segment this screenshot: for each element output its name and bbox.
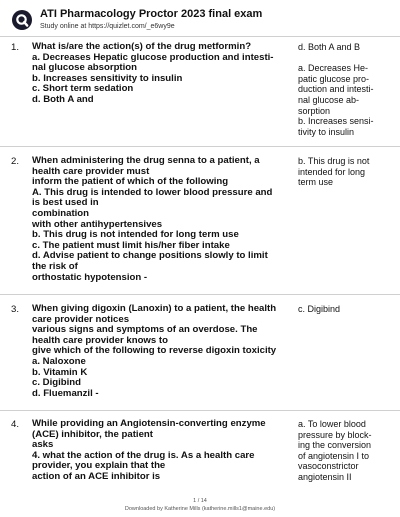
answer-line: a. To lower blood [298,419,366,429]
question-line: action of an ACE inhibitor is [32,470,161,482]
question-line: give which of the following to reverse digoxin toxicity [32,345,277,357]
question-line: inform the patient of which of the following [32,176,229,188]
question-line: d. Advise patient to change positions slowly to limit [32,250,268,262]
divider [0,146,400,147]
answer-line: sorption [298,105,331,116]
question-line: provider, you explain that the [32,460,166,472]
question-line: b. This drug is not intended for long term use [32,229,239,241]
question-line: c. Short term sedation [32,83,134,95]
question-line: health care provider must [32,165,150,177]
question-text [32,304,294,399]
answer-line: vasoconstrictor [298,461,359,472]
answer-line: b. Increases sensi- [298,116,374,127]
question-line: When administering the drug senna to a patient, a [32,155,260,166]
question-line: health care provider knows to [32,334,168,346]
question-line: a. Naloxone [32,355,86,367]
question-line: d. Fluemanzil - [32,387,99,399]
answer-line: tivity to insulin [298,126,355,137]
question-line: What is/are the action(s) of the drug metformin? [32,41,252,52]
answer-line: intended for long [298,166,366,177]
answer-line: term use [298,177,334,188]
page-number: 1 / 14 [193,498,207,504]
answer-text [298,304,394,315]
question-number: 2. [11,156,20,167]
answer-line: patic glucose pro- [298,73,370,84]
question-line: d. Both A and [32,93,94,105]
question-number: 3. [11,304,20,315]
question-line: is best used in [32,197,99,209]
answer-text [298,156,394,188]
question-line: b. Increases sensitivity to insulin [32,72,183,84]
answer-line: duction and intesti- [298,84,374,95]
question-line: A. This drug is intended to lower blood pressure and [32,186,273,198]
question-line: a. Decreases Hepatic glucose production and intesti- [32,51,274,63]
question-number: 1. [11,42,20,53]
answer-line [298,53,394,64]
download-attribution: Downloaded by Katherine Mills (katherine.mills1@maine.edu) [124,506,276,512]
question-text [32,419,294,483]
study-online-link[interactable]: Study online at https://quizlet.com/_e6wy9e [40,23,175,30]
question-line: various signs and symptoms of an overdose. The [32,324,258,336]
question-line: nal glucose absorption [32,62,138,74]
divider [0,36,400,37]
question-line: combination [32,207,90,219]
question-line: c. Digibind [32,377,82,389]
answer-text [298,419,394,483]
answer-line: ing the conversion [298,440,372,451]
answer-line: pressure by block- [298,429,372,440]
question-line: 4. what the action of the drug is. As a health care [32,449,255,461]
document-header [12,8,388,36]
answer-line: c. Digibind [298,304,341,314]
question-line: with other antihypertensives [32,218,163,230]
answer-line: a. Decreases He- [298,63,369,74]
answer-line: d. Both A and B [298,42,361,52]
document-title: ATI Pharmacology Proctor 2023 final exam [40,8,263,20]
divider [0,294,400,295]
divider [0,410,400,411]
question-line: (ACE) inhibitor, the patient [32,428,153,440]
question-number: 4. [11,419,20,430]
question-line: When giving digoxin (Lanoxin) to a patient, the health [32,303,277,314]
question-line: the risk of [32,260,78,272]
question-line: c. The patient must limit his/her fiber intake [32,239,230,251]
question-line: b. Vitamin K [32,366,88,378]
answer-text [298,42,394,137]
answer-line: nal glucose ab- [298,94,360,105]
question-line: orthostatic hypotension - [32,271,148,283]
question-text [32,156,294,283]
question-text [32,42,294,106]
question-line: asks [32,439,54,451]
question-line: care provider notices [32,313,130,325]
question-line: While providing an Angiotensin-converting enzyme [32,418,266,429]
answer-line: b. This drug is not [298,156,370,166]
quizlet-logo-icon [12,10,32,30]
answer-line: angiotensin II [298,471,352,482]
answer-line: of angiotensin I to [298,450,370,461]
